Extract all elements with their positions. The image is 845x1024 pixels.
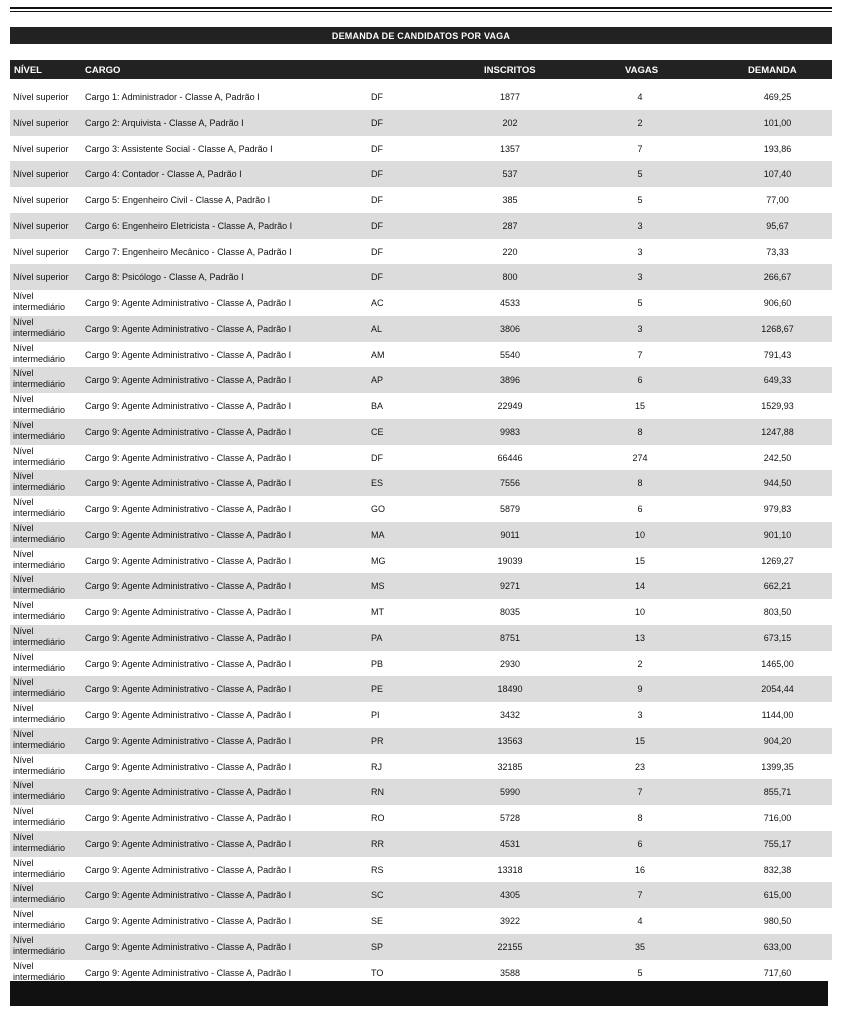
cell-vagas: 10: [634, 607, 645, 617]
cell-demanda: 101,00: [763, 117, 792, 128]
cell-demanda: 980,50: [763, 916, 792, 926]
cell-vagas: 10: [634, 529, 645, 540]
cell-vagas: 5: [637, 298, 643, 308]
cell-inscritos: 9011: [500, 529, 520, 540]
cell-vagas: 2: [637, 658, 643, 669]
cell-cargo: Cargo 9: Agente Administrativo - Classe A, Padrão I: [85, 967, 292, 978]
cell-uf: SE: [371, 916, 384, 926]
table-row: [10, 857, 832, 883]
cell-uf: DF: [371, 117, 383, 128]
cell-vagas: 4: [637, 916, 643, 926]
cell-nivel-text: Nível intermediário: [13, 394, 66, 415]
cell-demanda: 979,83: [763, 504, 792, 514]
table-row: [10, 161, 832, 187]
cell-demanda: 633,00: [763, 941, 792, 952]
cell-inscritos: 1877: [499, 92, 521, 102]
cell-demanda: 1269,27: [761, 555, 794, 566]
cell-nivel-text: Nível intermediário: [13, 548, 66, 570]
cell-vagas: 4: [637, 92, 643, 102]
cell-demanda: 73,33: [766, 246, 789, 257]
table-row: [10, 831, 832, 857]
cell-nivel-text: Nível intermediário: [13, 342, 66, 364]
cell-cargo: Cargo 9: Agente Administrativo - Classe A, Padrão I: [85, 452, 292, 463]
cell-inscritos: 3806: [499, 323, 521, 334]
cell-uf: PA: [371, 632, 383, 643]
cell-cargo: Cargo 1: Administrador - Classe A, Padrão I: [85, 92, 260, 102]
cell-uf: MT: [371, 607, 384, 617]
cell-uf: CE: [371, 426, 384, 437]
table-row: [10, 548, 832, 574]
cell-vagas: 6: [637, 375, 643, 386]
cell-demanda: 1144,00: [761, 710, 794, 720]
cell-uf: DF: [371, 452, 383, 463]
table-row: [10, 367, 832, 393]
cell-uf: AC: [371, 298, 384, 308]
cell-inscritos: 9983: [499, 426, 521, 437]
cell-vagas: 3: [637, 323, 643, 334]
cell-nivel: [13, 702, 83, 728]
cell-nivel-text: Nível superior: [13, 195, 69, 205]
cell-cargo: Cargo 9: Agente Administrativo - Classe A, Padrão I: [85, 349, 292, 360]
cell-demanda: 716,00: [763, 813, 792, 823]
cell-nivel: [13, 857, 83, 883]
cell-nivel-text: Nível superior: [13, 169, 69, 180]
cell-uf: MG: [371, 555, 386, 566]
cell-demanda: 1465,00: [761, 658, 794, 669]
cell-inscritos: 3588: [499, 967, 521, 978]
cell-inscritos: 66446: [497, 452, 523, 463]
cell-nivel-text: Nível superior: [13, 272, 69, 283]
cell-vagas: 3: [637, 220, 643, 231]
table-row: [10, 908, 832, 934]
table-row: [10, 676, 832, 702]
cell-uf: PB: [371, 658, 384, 669]
cell-nivel: [13, 676, 83, 702]
cell-uf: DF: [371, 195, 383, 205]
cell-inscritos: 32185: [497, 761, 523, 772]
cell-uf: AL: [371, 323, 383, 334]
cell-uf: MS: [371, 581, 385, 592]
cell-nivel: [13, 187, 83, 213]
cell-inscritos: 9271: [499, 581, 521, 592]
cell-uf: RR: [371, 838, 384, 849]
top-rule-thin: [10, 11, 832, 12]
cell-nivel-text: Nível intermediário: [13, 831, 66, 853]
cell-inscritos: 800: [502, 272, 518, 283]
cell-nivel: [13, 84, 83, 110]
cell-nivel-text: Nível intermediário: [13, 754, 66, 776]
table-row: [10, 805, 832, 831]
cell-cargo: Cargo 4: Contador - Classe A, Padrão I: [85, 169, 242, 180]
cell-inscritos: 7556: [499, 478, 521, 489]
cell-cargo: Cargo 9: Agente Administrativo - Classe A, Padrão I: [85, 864, 292, 875]
cell-cargo: Cargo 9: Agente Administrativo - Classe A, Padrão I: [85, 710, 292, 720]
cell-demanda: 2054,44: [761, 684, 794, 695]
table-row: [10, 393, 832, 419]
cell-nivel-text: Nível intermediário: [13, 934, 66, 956]
cell-inscritos: 5990: [499, 787, 521, 798]
cell-nivel: [13, 239, 83, 265]
cell-cargo: Cargo 9: Agente Administrativo - Classe A, Padrão I: [85, 529, 292, 540]
header-vagas: VAGAS: [625, 65, 659, 76]
cell-uf: DF: [371, 169, 383, 180]
cell-nivel-text: Nível intermediário: [13, 857, 66, 879]
cell-nivel-text: Nível intermediário: [13, 728, 66, 750]
cell-vagas: 8: [637, 813, 643, 823]
cell-vagas: 5: [637, 169, 643, 180]
cell-vagas: 7: [637, 890, 643, 901]
cell-nivel-text: Nível intermediário: [13, 471, 66, 493]
table-row: [10, 84, 832, 110]
cell-vagas: 3: [637, 272, 643, 283]
table-row: [10, 213, 832, 239]
cell-demanda: 717,60: [763, 967, 792, 978]
cell-nivel: [13, 779, 83, 805]
cell-nivel-text: Nível intermediário: [13, 960, 66, 982]
cell-demanda: 791,43: [763, 349, 792, 360]
cell-uf: ES: [371, 478, 384, 489]
cell-cargo: Cargo 9: Agente Administrativo - Classe A, Padrão I: [85, 375, 292, 386]
cell-inscritos: 5879: [499, 504, 521, 514]
cell-demanda: 1247,88: [761, 426, 794, 437]
cell-uf: PE: [371, 684, 384, 695]
cell-nivel-text: Nível intermediário: [13, 703, 66, 724]
cell-vagas: 13: [634, 632, 645, 643]
cell-nivel-text: Nível intermediário: [13, 291, 66, 312]
cell-uf: RN: [371, 787, 384, 798]
cell-vagas: 23: [634, 761, 645, 772]
cell-vagas: 7: [637, 787, 643, 798]
table-row: [10, 316, 832, 342]
cell-nivel: [13, 316, 83, 342]
table-row: [10, 445, 832, 471]
cell-inscritos: 18490: [497, 684, 523, 695]
cell-nivel: [13, 754, 83, 780]
cell-demanda: 944,50: [763, 478, 792, 489]
cell-nivel-text: Nível intermediário: [13, 368, 66, 390]
cell-nivel: [13, 908, 83, 934]
cell-nivel: [13, 470, 83, 496]
cell-nivel-text: Nível superior: [13, 246, 69, 257]
cell-vagas: 2: [637, 117, 643, 128]
cell-vagas: 274: [632, 452, 648, 463]
cell-vagas: 9: [637, 684, 643, 695]
cell-uf: AM: [371, 349, 385, 360]
cell-inscritos: 537: [502, 169, 518, 180]
cell-uf: SP: [371, 941, 384, 952]
cell-vagas: 8: [637, 478, 643, 489]
cell-cargo: Cargo 9: Agente Administrativo - Classe A, Padrão I: [85, 684, 292, 695]
table-row: [10, 702, 832, 728]
header-demanda: DEMANDA: [748, 65, 797, 76]
cell-uf: AP: [371, 375, 384, 386]
cell-vagas: 6: [637, 504, 643, 514]
cell-cargo: Cargo 9: Agente Administrativo - Classe A, Padrão I: [85, 813, 292, 823]
cell-vagas: 15: [634, 555, 645, 566]
table-row: [10, 882, 832, 908]
cell-inscritos: 4531: [499, 838, 521, 849]
cell-inscritos: 13318: [497, 864, 523, 875]
cell-nivel: [13, 934, 83, 960]
cell-nivel-text: Nível intermediário: [13, 445, 66, 467]
cell-demanda: 855,71: [763, 787, 792, 798]
cell-vagas: 3: [637, 710, 643, 720]
cell-cargo: Cargo 3: Assistente Social - Classe A, Padrão I: [85, 143, 273, 154]
bottom-bar: [10, 981, 828, 1006]
cell-cargo: Cargo 9: Agente Administrativo - Classe A, Padrão I: [85, 426, 292, 437]
cell-nivel-text: Nível intermediário: [13, 883, 66, 905]
cell-cargo: Cargo 9: Agente Administrativo - Classe A, Padrão I: [85, 478, 292, 489]
header-nivel: NÍVEL: [14, 65, 42, 76]
cell-demanda: 615,00: [763, 890, 792, 901]
cell-nivel: [13, 496, 83, 522]
cell-uf: RS: [371, 864, 384, 875]
cell-demanda: 469,25: [763, 92, 792, 102]
cell-nivel: [13, 161, 83, 187]
cell-cargo: Cargo 9: Agente Administrativo - Classe A, Padrão I: [85, 761, 292, 772]
cell-nivel: [13, 831, 83, 857]
header-inscritos: INSCRITOS: [484, 65, 536, 76]
cell-vagas: 7: [637, 143, 643, 154]
cell-nivel-text: Nível intermediário: [13, 806, 66, 827]
table-row: [10, 290, 832, 316]
cell-vagas: 14: [634, 581, 645, 592]
cell-cargo: Cargo 9: Agente Administrativo - Classe A, Padrão I: [85, 916, 292, 926]
cell-nivel: [13, 393, 83, 419]
cell-vagas: 5: [637, 195, 643, 205]
cell-cargo: Cargo 9: Agente Administrativo - Classe A, Padrão I: [85, 658, 292, 669]
cell-uf: SC: [371, 890, 384, 901]
cell-inscritos: 3922: [499, 916, 521, 926]
cell-uf: DF: [371, 220, 383, 231]
cell-demanda: 803,50: [763, 607, 792, 617]
cell-inscritos: 4305: [499, 890, 521, 901]
table-row: [10, 599, 832, 625]
cell-uf: DF: [371, 246, 383, 257]
cell-inscritos: 22155: [497, 941, 523, 952]
table-row: [10, 625, 832, 651]
cell-nivel-text: Nível intermediário: [13, 651, 66, 673]
cell-vagas: 15: [634, 735, 645, 746]
cell-nivel: [13, 651, 83, 677]
cell-nivel: [13, 625, 83, 651]
cell-inscritos: 220: [502, 246, 518, 257]
cell-demanda: 649,33: [763, 375, 792, 386]
cell-demanda: 107,40: [763, 169, 792, 180]
cell-nivel-text: Nível intermediário: [13, 780, 66, 802]
cell-nivel-text: Nível intermediário: [13, 625, 66, 647]
cell-cargo: Cargo 6: Engenheiro Eletricista - Classe A, Padrão I: [85, 220, 293, 231]
cell-nivel: [13, 805, 83, 831]
table-row: [10, 187, 832, 213]
cell-cargo: Cargo 7: Engenheiro Mecânico - Classe A, Padrão I: [85, 246, 292, 257]
cell-cargo: Cargo 8: Psicólogo - Classe A, Padrão I: [85, 272, 244, 283]
cell-nivel: [13, 522, 83, 548]
table-row: [10, 239, 832, 265]
cell-uf: PR: [371, 735, 384, 746]
cell-nivel-text: Nível intermediário: [13, 316, 66, 338]
table-row: [10, 754, 832, 780]
cell-vagas: 16: [634, 864, 645, 875]
table-row: [10, 342, 832, 368]
cell-vagas: 5: [637, 967, 643, 978]
cell-cargo: Cargo 9: Agente Administrativo - Classe A, Padrão I: [85, 838, 292, 849]
table-title: DEMANDA DE CANDIDATOS POR VAGA: [10, 27, 832, 44]
cell-vagas: 35: [634, 941, 645, 952]
cell-inscritos: 8751: [499, 632, 521, 643]
table-row: [10, 522, 832, 548]
cell-demanda: 266,67: [763, 272, 792, 283]
table-row: [10, 470, 832, 496]
table-header: [10, 60, 832, 79]
cell-demanda: 755,17: [763, 838, 792, 849]
cell-cargo: Cargo 9: Agente Administrativo - Classe A, Padrão I: [85, 735, 292, 746]
cell-nivel-text: Nível intermediário: [13, 574, 66, 596]
cell-cargo: Cargo 5: Engenheiro Civil - Classe A, Padrão I: [85, 195, 271, 205]
table-row: [10, 496, 832, 522]
cell-inscritos: 287: [502, 220, 518, 231]
table-row: [10, 110, 832, 136]
cell-nivel-text: Nível intermediário: [13, 522, 66, 544]
cell-uf: DF: [371, 92, 383, 102]
cell-nivel: [13, 213, 83, 239]
cell-demanda: 1529,93: [761, 401, 794, 411]
cell-nivel-text: Nível intermediário: [13, 497, 66, 518]
cell-nivel-text: Nível superior: [13, 220, 69, 231]
cell-demanda: 906,60: [763, 298, 792, 308]
cell-nivel: [13, 599, 83, 625]
cell-inscritos: 3896: [499, 375, 521, 386]
cell-cargo: Cargo 9: Agente Administrativo - Classe A, Padrão I: [85, 941, 292, 952]
cell-demanda: 901,10: [763, 529, 792, 540]
cell-inscritos: 5540: [499, 349, 521, 360]
cell-demanda: 193,86: [763, 143, 792, 154]
cell-uf: DF: [371, 272, 383, 283]
cell-uf: BA: [371, 401, 384, 411]
table-row: [10, 419, 832, 445]
cell-cargo: Cargo 9: Agente Administrativo - Classe A, Padrão I: [85, 581, 292, 592]
cell-nivel: [13, 548, 83, 574]
cell-inscritos: 3432: [499, 710, 521, 720]
cell-uf: TO: [371, 967, 384, 978]
cell-nivel: [13, 110, 83, 136]
header-cargo: CARGO: [85, 65, 121, 76]
cell-nivel: [13, 419, 83, 445]
table-row: [10, 779, 832, 805]
table-row: [10, 264, 832, 290]
cell-cargo: Cargo 2: Arquivista - Classe A, Padrão I: [85, 117, 244, 128]
cell-demanda: 77,00: [766, 195, 789, 205]
cell-nivel: [13, 264, 83, 290]
cell-inscritos: 5728: [499, 813, 521, 823]
cell-nivel-text: Nível intermediário: [13, 419, 66, 441]
cell-nivel: [13, 728, 83, 754]
cell-demanda: 832,38: [763, 864, 792, 875]
cell-nivel: [13, 290, 83, 316]
cell-nivel-text: Nível intermediário: [13, 600, 66, 621]
cell-uf: DF: [371, 143, 383, 154]
cell-nivel-text: Nível intermediário: [13, 677, 66, 699]
cell-demanda: 904,20: [763, 735, 792, 746]
cell-uf: RO: [371, 813, 385, 823]
cell-nivel: [13, 573, 83, 599]
table-row: [10, 728, 832, 754]
cell-uf: PI: [371, 710, 380, 720]
cell-vagas: 6: [637, 838, 643, 849]
cell-inscritos: 19039: [497, 555, 523, 566]
cell-uf: MA: [371, 529, 385, 540]
cell-nivel-text: Nível intermediário: [13, 909, 66, 930]
cell-cargo: Cargo 9: Agente Administrativo - Classe A, Padrão I: [85, 298, 292, 308]
cell-cargo: Cargo 9: Agente Administrativo - Classe A, Padrão I: [85, 607, 292, 617]
cell-demanda: 1268,67: [761, 323, 794, 334]
cell-demanda: 242,50: [763, 452, 792, 463]
cell-inscritos: 202: [502, 117, 518, 128]
cell-inscritos: 13563: [497, 735, 523, 746]
cell-vagas: 15: [634, 401, 645, 411]
cell-nivel: [13, 136, 83, 162]
cell-demanda: 673,15: [763, 632, 792, 643]
cell-cargo: Cargo 9: Agente Administrativo - Classe A, Padrão I: [85, 890, 292, 901]
cell-inscritos: 22949: [497, 401, 523, 411]
cell-vagas: 7: [637, 349, 643, 360]
cell-cargo: Cargo 9: Agente Administrativo - Classe A, Padrão I: [85, 787, 292, 798]
cell-nivel: [13, 367, 83, 393]
cell-uf: GO: [371, 504, 386, 514]
table-row: [10, 136, 832, 162]
cell-inscritos: 1357: [499, 143, 521, 154]
cell-nivel: [13, 342, 83, 368]
cell-demanda: 662,21: [763, 581, 792, 592]
cell-cargo: Cargo 9: Agente Administrativo - Classe A, Padrão I: [85, 555, 292, 566]
table-row: [10, 573, 832, 599]
cell-uf: RJ: [371, 761, 382, 772]
cell-inscritos: 4533: [499, 298, 521, 308]
cell-vagas: 8: [637, 426, 643, 437]
cell-cargo: Cargo 9: Agente Administrativo - Classe A, Padrão I: [85, 323, 292, 334]
cell-vagas: 3: [637, 246, 643, 257]
cell-nivel: [13, 445, 83, 471]
cell-inscritos: 2930: [499, 658, 521, 669]
cell-nivel-text: Nível superior: [13, 92, 69, 102]
cell-demanda: 95,67: [766, 220, 789, 231]
cell-demanda: 1399,35: [761, 761, 794, 772]
cell-cargo: Cargo 9: Agente Administrativo - Classe A, Padrão I: [85, 632, 292, 643]
table-body: [10, 84, 832, 985]
table-row: [10, 934, 832, 960]
cell-nivel-text: Nível superior: [13, 143, 69, 154]
cell-cargo: Cargo 9: Agente Administrativo - Classe A, Padrão I: [85, 504, 292, 514]
table-row: [10, 651, 832, 677]
cell-nivel: [13, 882, 83, 908]
cell-nivel-text: Nível superior: [13, 117, 69, 128]
cell-inscritos: 385: [502, 195, 518, 205]
cell-cargo: Cargo 9: Agente Administrativo - Classe A, Padrão I: [85, 401, 292, 411]
cell-inscritos: 8035: [499, 607, 521, 617]
top-rule: [10, 7, 832, 9]
